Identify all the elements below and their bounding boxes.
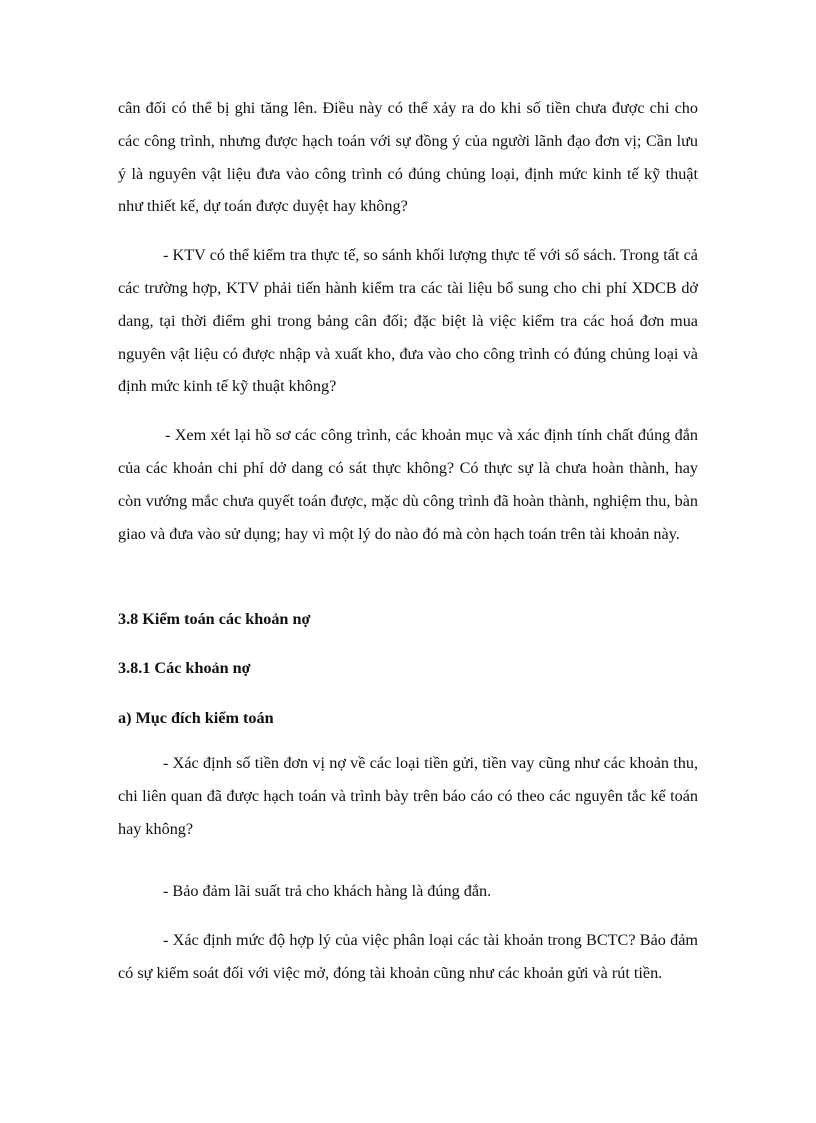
section-heading: 3.8 Kiểm toán các khoản nợ bbox=[118, 610, 311, 628]
paragraph: - Xác định mức độ hợp lý của việc phân loại các tài khoản trong BCTC? Bảo đảm có sự kiểm soát đối với việc mở, đóng tài khoản cũng như các khoản gửi và rút tiền. bbox=[118, 931, 698, 982]
paragraph: - Xác định số tiền đơn vị nợ về các loại tiền gửi, tiền vay cũng như các khoản thu, chi liên quan đã được hạch toán và trình bày trên báo cáo có theo các nguyên tắc kế toán hay không? bbox=[118, 754, 698, 838]
paragraph: - Xem xét lại hồ sơ các công trình, các khoản mục và xác định tính chất đúng đắn của các khoản chi phí dở dang có sát thực không? Có thực sự là chưa hoàn thành, hay còn vướng mắc chưa quyết toán được, mặc dù công trình đã hoàn thành, nghiệm thu, bàn giao và đưa vào sử dụng; hay vì một lý do nào đó mà còn hạch toán trên tài khoản này. bbox=[118, 426, 698, 543]
sub-subsection-heading: a) Mục đích kiểm toán bbox=[118, 709, 274, 727]
subsection-heading: 3.8.1 Các khoản nợ bbox=[118, 659, 251, 677]
document-page bbox=[118, 92, 698, 982]
paragraph: cân đối có thể bị ghi tăng lên. Điều này có thể xảy ra do khi số tiền chưa được chi cho các công trình, nhưng được hạch toán với sự đồng ý của người lãnh đạo đơn vị; Cần lưu ý là nguyên vật liệu đưa vào công trình có đúng chủng loại, định mức kinh tế kỹ thuật như thiết kế, dự toán được duyệt hay không? bbox=[118, 99, 698, 216]
paragraph: - Bảo đảm lãi suất trả cho khách hàng là đúng đắn. bbox=[163, 882, 492, 900]
paragraph: - KTV có thể kiểm tra thực tế, so sánh khối lượng thực tế với sổ sách. Trong tất cả các trường hợp, KTV phải tiến hành kiểm tra các tài liệu bổ sung cho chi phí XDCB dở dang, tại thời điểm ghi trong bảng cân đối; đặc biệt là việc kiểm tra các hoá đơn mua nguyên vật liệu có được nhập và xuất kho, đưa vào cho công trình có đúng chủng loại và định mức kinh tế kỹ thuật không? bbox=[118, 246, 698, 396]
